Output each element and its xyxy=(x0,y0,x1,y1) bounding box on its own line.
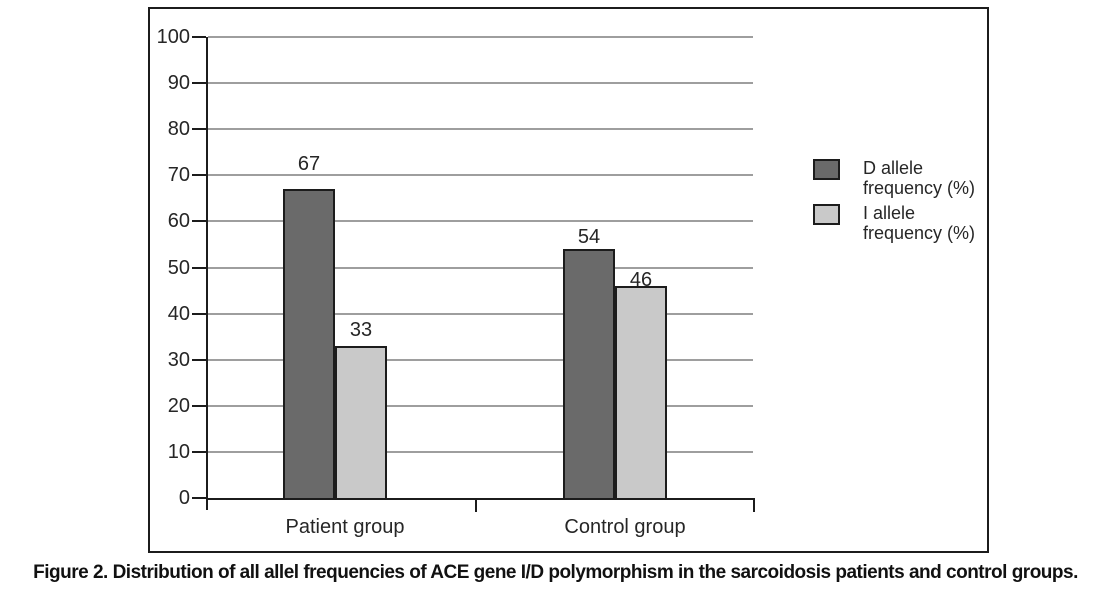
y-axis-tick xyxy=(192,359,206,361)
legend-swatch-d-allele xyxy=(813,159,840,180)
y-axis-line xyxy=(206,37,208,510)
y-tick-label: 100 xyxy=(156,26,190,48)
y-axis-tick xyxy=(192,313,206,315)
y-tick-label: 90 xyxy=(167,72,190,95)
bar-value-label: 46 xyxy=(629,269,653,291)
bar-value-label: 67 xyxy=(297,153,321,175)
figure-caption: Figure 2. Distribution of all allel frequencies of ACE gene I/D polymorphism in the sarcoidosis patients and control groups. xyxy=(33,562,1078,583)
y-tick-label: 10 xyxy=(167,440,190,463)
category-label-control-group: Control group xyxy=(564,516,686,538)
y-tick-label: 30 xyxy=(167,348,190,371)
bar-d-allele-patient-group xyxy=(283,189,335,500)
gridline xyxy=(208,128,753,130)
y-axis-tick xyxy=(192,220,206,222)
y-axis-tick xyxy=(192,405,206,407)
y-tick-label: 50 xyxy=(167,256,190,279)
legend-item-i-allele xyxy=(813,203,983,243)
x-axis-tick xyxy=(475,500,477,512)
figure-box xyxy=(148,7,989,553)
legend-item-d-allele xyxy=(813,158,983,198)
bar-d-allele-control-group xyxy=(563,249,615,500)
bar-value-label: 33 xyxy=(349,319,373,341)
legend-swatch-i-allele xyxy=(813,204,840,225)
y-tick-label: 20 xyxy=(167,394,190,417)
y-tick-label: 70 xyxy=(167,164,190,187)
gridline xyxy=(208,82,753,84)
gridline xyxy=(208,36,753,38)
bar-i-allele-control-group xyxy=(615,286,667,500)
x-axis-tick xyxy=(753,500,755,512)
y-axis-tick xyxy=(192,497,206,499)
legend xyxy=(813,158,983,248)
y-axis-tick xyxy=(192,174,206,176)
y-axis-tick xyxy=(192,128,206,130)
y-tick-label: 40 xyxy=(167,302,190,325)
y-axis-tick xyxy=(192,36,206,38)
bar-value-label: 54 xyxy=(577,226,601,248)
category-label-patient-group: Patient group xyxy=(285,516,405,538)
plot-area xyxy=(156,26,753,538)
y-axis-tick xyxy=(192,267,206,269)
y-tick-label: 0 xyxy=(178,487,190,509)
y-axis-tick xyxy=(192,451,206,453)
y-axis-tick xyxy=(192,82,206,84)
bar-i-allele-patient-group xyxy=(335,346,387,500)
legend-label: D allele frequency (%) xyxy=(863,158,976,198)
y-tick-label: 80 xyxy=(167,118,190,141)
legend-label: I allele frequency (%) xyxy=(863,203,976,243)
y-tick-label: 60 xyxy=(167,210,190,233)
